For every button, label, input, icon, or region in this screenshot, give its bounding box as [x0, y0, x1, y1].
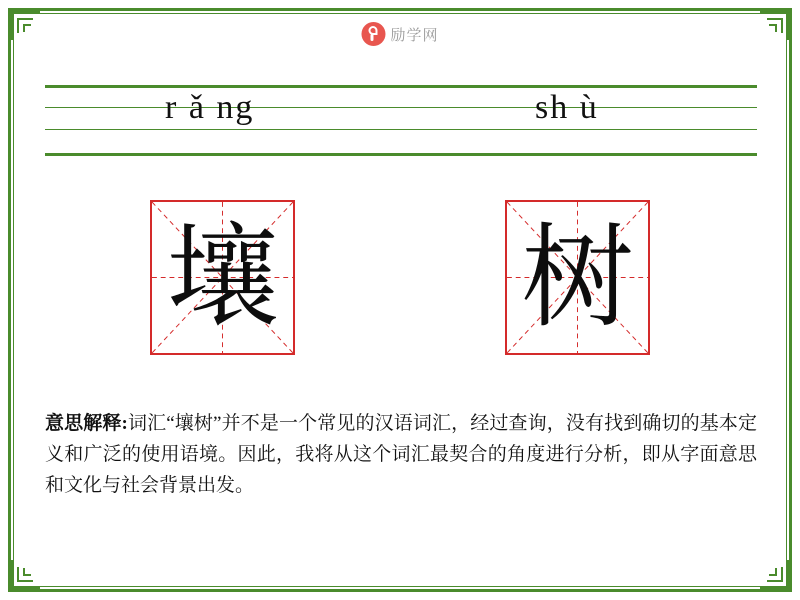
character-glyph-2: 树	[521, 212, 634, 343]
staff-line-3	[45, 129, 757, 130]
corner-ornament-top-right	[756, 10, 790, 44]
site-logo-label: 励学网	[390, 26, 439, 44]
explanation-label: 意思解释:	[45, 413, 128, 434]
character-glyph-1: 壤	[166, 212, 279, 343]
pinyin-second: sh ù	[535, 89, 599, 126]
explanation-text: 词汇“壤树”并不是一个常见的汉语词汇，经过查询，没有找到确切的基本定义和广泛的使用语境。因此，我将从这个词汇最契合的角度进行分析，即从字面意思和文化与社会背景出发。	[45, 413, 758, 496]
explanation-paragraph	[45, 408, 757, 501]
staff-line-1	[45, 85, 757, 88]
flame-logo-icon	[361, 22, 385, 46]
site-logo	[361, 22, 438, 46]
corner-ornament-top-left	[10, 10, 44, 44]
corner-ornament-bottom-right	[756, 556, 790, 590]
corner-ornament-bottom-left	[10, 556, 44, 590]
staff-line-4	[45, 153, 757, 156]
staff-line-2	[45, 107, 757, 108]
character-grid-box-2	[505, 200, 650, 355]
pinyin-staff	[45, 85, 757, 160]
pinyin-first: r ǎ ng	[165, 89, 255, 126]
character-grid-box-1	[150, 200, 295, 355]
